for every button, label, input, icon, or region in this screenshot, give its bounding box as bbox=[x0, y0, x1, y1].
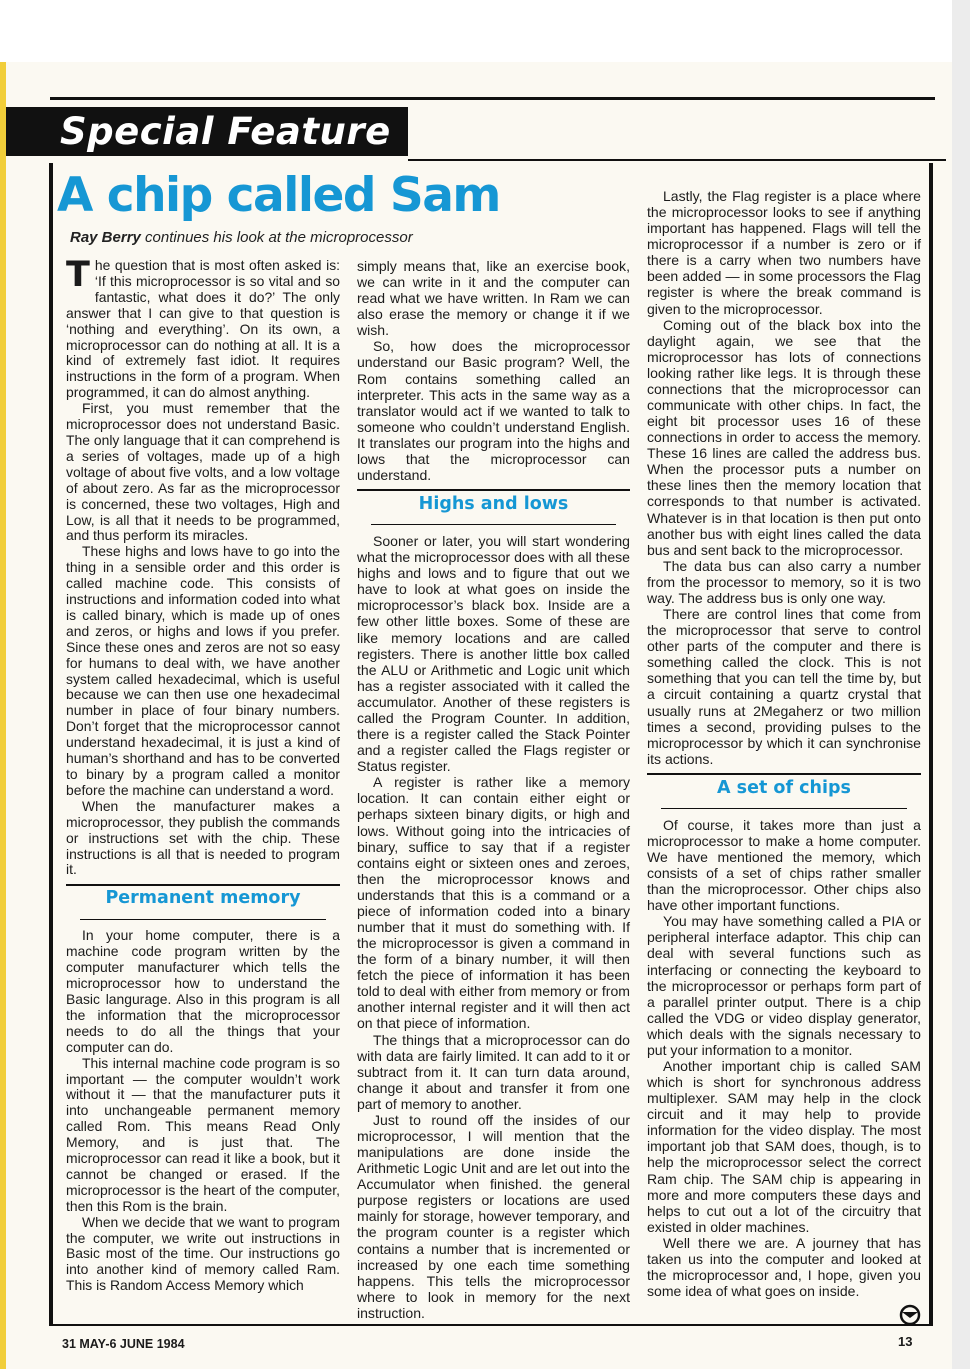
paragraph-text: Just to round off the insides of our microprocessor, I will mention that the manipulations are done inside the Arithmetic Logic Unit and are let out into the Accumulator when finished. the general purpose registers or locations are used mainly for storage, however temporary, and the program counter is a register which contains a number that is incremented or increased by one each time something happens. This tells the microprocessor where to look in memory for the next instruction. bbox=[357, 1111, 630, 1321]
paragraph bbox=[647, 317, 921, 558]
paragraph bbox=[357, 338, 630, 483]
paragraph bbox=[357, 533, 630, 774]
subhead-rule-top bbox=[647, 773, 921, 775]
paragraph-text: Well there we are. A journey that has taken us into the computer and looked at the microprocessor and, I hope, given you some idea of what goes on inside. bbox=[647, 1234, 921, 1300]
subhead: A set of chips bbox=[717, 777, 851, 798]
paragraph bbox=[66, 799, 340, 879]
paragraph-text: These highs and lows have to go into the thing in a sensible order and this order is called machine code. This consists of instructions and information coded into what is called binary, which is made up of ones and zeros, or highs and lows if you prefer. Since these ones and zeros are not so easy for humans to deal with, we have another system called hexadecimal, which is useful because we can then use one hexadecimal number in place of four binary numbers. Don’t forget that the microprocessor cannot understand hexadecimal, it is just a kind of human’s shorthand and has to be converted to binary by a program called a monitor before the machine can understand a word. bbox=[66, 543, 340, 798]
subhead-rule-top bbox=[66, 884, 340, 886]
subhead-block bbox=[647, 773, 921, 809]
paragraph bbox=[647, 1058, 921, 1235]
paragraph bbox=[647, 913, 921, 1058]
paragraph-text: Coming out of the black box into the daylight again, we see that the microprocessor has lots of connections looking rather like legs. It is through these connections that the microprocessor can communicate with other chips. In fact, the eight bit processor uses 16 of these connections in order to access the memory. These 16 lines are called the address bus. When the processor puts a number on these lines then the memory location that corresponds to that number is activated. Whatever is in that location is then put onto another bus with eight lines called the data bus and sent back to the microprocessor. bbox=[647, 316, 921, 558]
paragraph bbox=[647, 558, 921, 606]
paragraph-text: Lastly, the Flag register is a place where the microprocessor looks to see if anything important has happened. Flags will tell the microprocessor if a number is zero or if there is a carry when two numbers have been added — in some processors the Flag register is where the break command is given to the microprocessor. bbox=[647, 188, 921, 317]
subhead-block bbox=[357, 489, 630, 525]
banner-rule bbox=[408, 159, 946, 161]
paragraph bbox=[66, 401, 340, 544]
byline bbox=[70, 229, 413, 246]
paragraph-text: You may have something called a PIA or peripheral interface adaptor. This chip can deal with several functions such as interfacing or connecting the keyboard to the microprocessor or perhaps form part of a parallel printer output. There is a chip called the VDG or video display generator, which deals with the signals necessary to put your information to a monitor. bbox=[647, 913, 921, 1058]
article-column-3 bbox=[647, 188, 921, 1299]
paragraph bbox=[357, 1112, 630, 1321]
article-column-2 bbox=[357, 258, 630, 1321]
paragraph-text: A register is rather like a memory location. It can contain either eight or perhaps sixteen binary digits, or high and lows. Without going into the intricacies of binary, suffice to say that if a register contains eight or sixteen ones and zeroes, then the microprocessor knows and understands that this is a command or a piece of information coded into a binary number that it must do something with. If the microprocessor is given a command in the form of a binary number, it will then fetch the piece of information it has been told to deal with either from memory or from another internal register and it will then act on that piece of information. bbox=[357, 774, 630, 1032]
paragraph-text: The data bus can also carry a number from the processor to memory, so it is two way. The address bus is only one way. bbox=[647, 557, 921, 606]
subhead-rule-top bbox=[357, 489, 630, 491]
paragraph-text: First, you must remember that the microprocessor does not understand Basic. The only language that it can comprehend is a series of voltages, made up of a high voltage of about five volts, and a low voltage of about zero. As far as the microprocessor is concerned, these two voltages, High and Low, is all that it needs to be programmed, and thus perform its miracles. bbox=[66, 400, 340, 544]
subhead-rule-bottom bbox=[661, 808, 907, 809]
paragraph-text: In your home computer, there is a machine code program written by the computer manufacturer which tells the microprocessor how to understand the Basic langurage. Also in this program is all the information that the microprocessor needs to do all the things that your computer can do. bbox=[66, 927, 340, 1055]
paragraph bbox=[66, 1056, 340, 1215]
subhead: Permanent memory bbox=[105, 888, 301, 909]
paragraph-text: So, how does the microprocessor understand our Basic program? Well, the Rom contains something called an interpreter. This acts in the same way as a translator would act if we wanted to talk to someone who couldn’t understand English. It translates our program into the highs and lows that the microprocessor can understand. bbox=[357, 338, 630, 484]
scan-margin-top bbox=[0, 0, 970, 62]
paragraph-text: This internal machine code program is so important — the computer wouldn’t work without it — that the manufacturer puts it into unchangeable permanent memory called Rom. This means Read Only Memory, and is just that. The microprocessor can read it like a book, but it cannot be changed or erased. If the microprocessor is the heart of the computer, then this Rom is the brain. bbox=[66, 1054, 340, 1214]
article-column-1 bbox=[66, 255, 340, 1294]
paragraph bbox=[357, 1032, 630, 1112]
article-headline: A chip called Sam bbox=[57, 168, 500, 223]
paragraph bbox=[66, 544, 340, 799]
paragraph bbox=[357, 774, 630, 1031]
paragraph-text: There are control lines that come from the microprocessor that serve to control other parts of the computer and there is something called the clock. This is not something that you can tell the time by, but a circuit containing a quartz crystal that usually runs at 2Megaherz or two million times a second, providing pulses to the microprocessor by which it can synchronise its actions. bbox=[647, 606, 921, 767]
subhead: Highs and lows bbox=[418, 494, 569, 515]
subhead-block bbox=[66, 884, 340, 920]
paragraph bbox=[647, 817, 921, 913]
byline-author: Ray Berry bbox=[70, 229, 141, 246]
paragraph-text: When the manufacturer makes a microprocessor, they publish the commands or instructions set with the chip. These instructions is all that is needed to program it. bbox=[66, 797, 340, 878]
paragraph-text: When we decide that we want to program the computer, we write out instructions in Basic most of the time. Our instructions go into another kind of memory called Ram. This is Random Access Memory which bbox=[66, 1213, 340, 1294]
paragraph bbox=[647, 606, 921, 767]
scan-margin-right bbox=[952, 0, 970, 1369]
paragraph bbox=[66, 255, 340, 401]
paragraph bbox=[647, 1235, 921, 1299]
paragraph-text: simply means that, like an exercise book, we can write in it and the computer can read what we have written. In Ram we can also erase the memory or change it if we wish. bbox=[357, 258, 630, 339]
subhead-rule-bottom bbox=[371, 524, 616, 525]
page-number: 13 bbox=[898, 1334, 913, 1349]
paragraph bbox=[66, 928, 340, 1055]
bottom-rule bbox=[49, 1324, 933, 1326]
paragraph-text: Of course, it takes more than just a microprocessor to make a home computer. We have mentioned the memory, which consists of a set of chips rather smaller than the microprocessor. Other chips also have other important functions. bbox=[647, 816, 921, 914]
paragraph bbox=[66, 1215, 340, 1295]
paragraph-text: Sooner or later, you will start wondering what the microprocessor does with all these highs and lows and to figure that out we have to look at what goes on inside the microprocessor’s black box. Inside are a few other little boxes. Some of these are like memory locations and are called registers. There is another little box called the ALU or Arithmetic and Logic unit which has a register associated with it called the accumulator. Another of these registers is called the Program Counter. In addition, there is a register called the Stack Pointer and a register called the Flags register or Status register. bbox=[357, 533, 630, 775]
left-column-rule bbox=[49, 163, 53, 1325]
paragraph-text: The things that a microprocessor can do with data are fairly limited. It can add to it or subtract from it. It can turn data around, change it about and transfer it from one part of memory to another. bbox=[357, 1031, 630, 1112]
subhead-rule-bottom bbox=[80, 919, 326, 920]
end-of-article-mark bbox=[898, 1303, 922, 1325]
paragraph bbox=[357, 258, 630, 338]
right-column-rule bbox=[929, 163, 933, 1325]
issue-date: 31 MAY-6 JUNE 1984 bbox=[62, 1337, 185, 1351]
section-banner: Special Feature bbox=[60, 110, 391, 153]
paragraph bbox=[647, 188, 921, 317]
drop-cap: T bbox=[66, 255, 90, 295]
paragraph-text: he question that is most often asked is: ‘If this microprocessor is so vital and so fantastic, what does it do?’ The only answer that I can give to that question is ‘nothing and everything’. On its own, a microprocessor can do nothing at all. It is a kind of extremely fast idiot. It requires instructions in the form of a program. When programmed, it can do almost anything. bbox=[66, 257, 340, 401]
byline-text: continues his look at the microprocessor bbox=[140, 229, 413, 246]
paragraph-text: Another important chip is called SAM which is short for synchronous address multiplexer. SAM may help in the clock circuit and it may help to provide information for the video display. The most important job that SAM does, though, is to help the microprocessor select the correct Ram chip. The SAM chip is appearing in more and more computers these days and helps to cut out a lot of the circuitry that existed in older machines. bbox=[647, 1057, 921, 1235]
top-rule bbox=[50, 97, 935, 100]
